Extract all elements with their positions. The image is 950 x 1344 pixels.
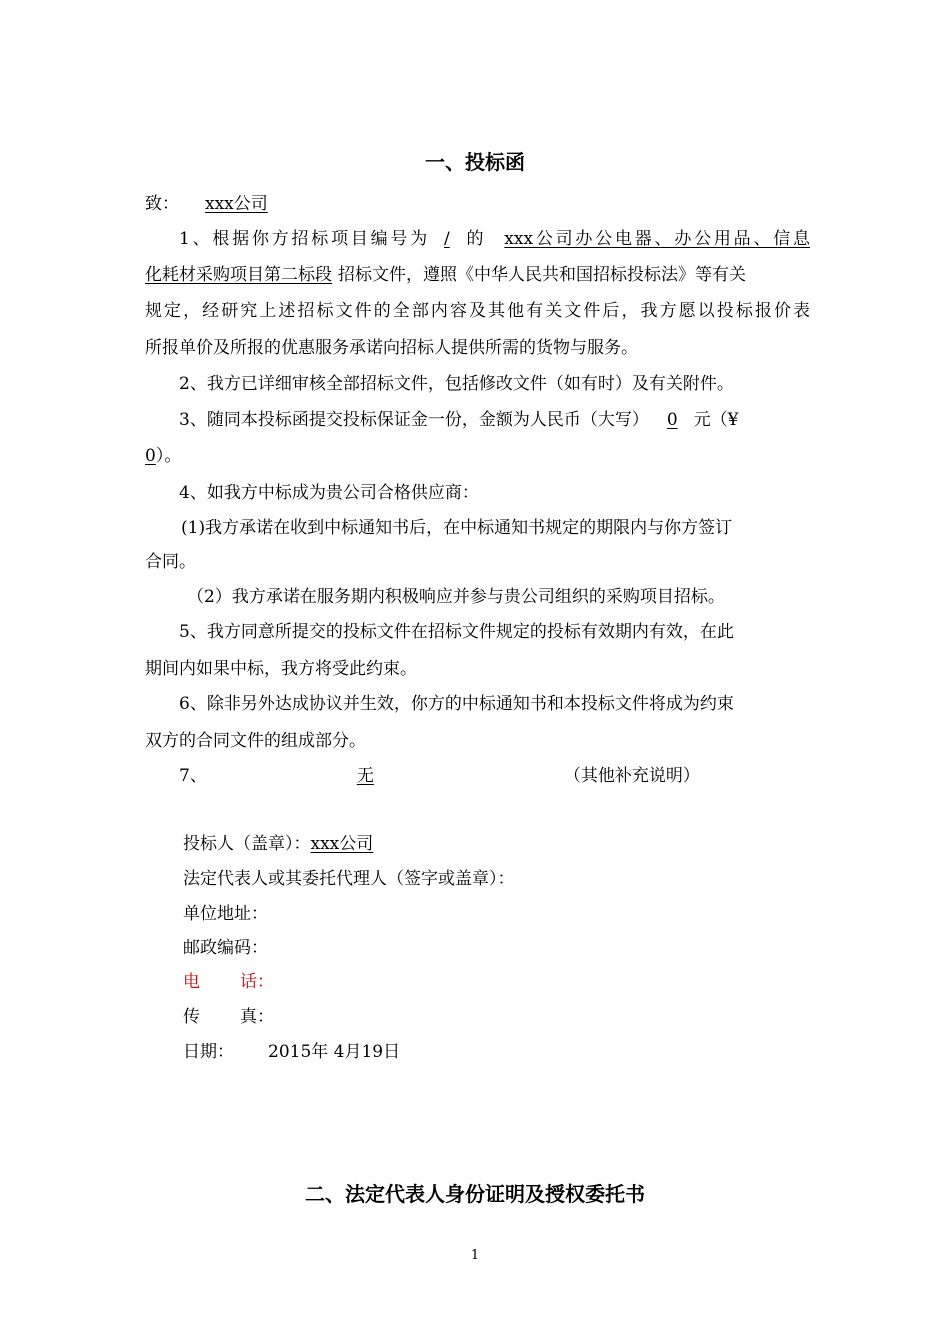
date-line: 日期： 2015年 4月19日 — [183, 1042, 401, 1062]
bond-amount-figure: 0 — [145, 446, 156, 466]
addressee-company: xxx公司 — [205, 194, 268, 214]
bidder-name: xxx公司 — [310, 834, 374, 854]
project-name-part-2: 化耗材采购项目第二标段 — [145, 265, 332, 285]
address-line: 单位地址： — [183, 904, 268, 924]
representative-line: 法定代表人或其委托代理人（签字或盖章）： — [183, 869, 515, 889]
paragraph-2: 2、我方已详细审核全部招标文件，包括修改文件（如有时）及有关附件。 — [179, 374, 734, 394]
paragraph-1-line-2: 化耗材采购项目第二标段 招标文件，遵照《中华人民共和国招标投标法》等有关 — [145, 265, 746, 285]
paragraph-1-line-1: 1、根据你方招标项目编号为 / 的 xxx公司办公电器、办公用品、信息 — [179, 229, 811, 249]
paragraph-7: 7、 无 （其他补充说明） — [179, 766, 700, 786]
page-number: 1 — [470, 1248, 480, 1263]
addressee-prefix: 致： — [145, 194, 179, 214]
supplement-field: 无 — [356, 766, 374, 786]
paragraph-1-line-4: 所报单价及所报的优惠服务承诺向招标人提供所需的货物与服务。 — [145, 338, 638, 358]
bond-amount-words: 0 — [666, 410, 678, 430]
bidder-seal-line: 投标人（盖章）：xxx公司 — [183, 834, 374, 854]
date-value: 2015年 4月19日 — [268, 1042, 401, 1062]
paragraph-4: 4、如我方中标成为贵公司合格供应商： — [179, 483, 479, 503]
paragraph-4-2: （2）我方承诺在服务期内积极响应并参与贵公司组织的采购项目招标。 — [187, 587, 725, 607]
paragraph-4-1-line-1: (1)我方承诺在收到中标通知书后，在中标通知书规定的期限内与你方签订 — [181, 518, 733, 538]
paragraph-1-line-3: 规定，经研究上述招标文件的全部内容及其他有关文件后，我方愿以投标报价表 — [145, 301, 810, 321]
paragraph-3-line-1: 3、随同本投标函提交投标保证金一份，金额为人民币（大写） 0 元（¥ — [179, 410, 739, 430]
paragraph-3-line-2: 0）。 — [145, 446, 182, 466]
postcode-line: 邮政编码： — [183, 938, 268, 958]
paragraph-4-1-line-2: 合同。 — [145, 552, 196, 572]
phone-line: 电 话： — [183, 972, 274, 992]
paragraph-6-line-1: 6、除非另外达成协议并生效，你方的中标通知书和本投标文件将成为约束 — [179, 694, 734, 714]
section-title-authorization: 二、法定代表人身份证明及授权委托书 — [305, 1182, 645, 1206]
paragraph-6-line-2: 双方的合同文件的组成部分。 — [145, 731, 366, 751]
project-name-part-1: xxx公司办公电器、办公用品、信息 — [504, 229, 811, 249]
addressee-line — [145, 193, 810, 215]
paragraph-5-line-2: 期间内如果中标，我方将受此约束。 — [145, 659, 417, 679]
project-code: / — [443, 229, 450, 249]
section-title-bid-letter: 一、投标函 — [425, 150, 525, 174]
paragraph-5-line-1: 5、我方同意所提交的投标文件在招标文件规定的投标有效期内有效，在此 — [179, 622, 734, 642]
fax-line: 传 真： — [183, 1007, 274, 1027]
